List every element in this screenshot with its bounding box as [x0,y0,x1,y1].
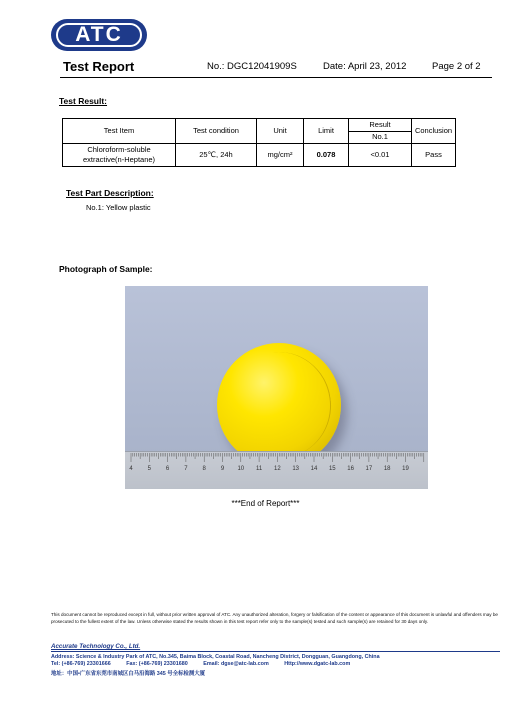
atc-logo [51,19,147,51]
page-indicator: Page 2 of 2 [432,61,481,72]
ruler-label: 14 [310,466,318,472]
table-header-row [63,119,456,132]
test-result-heading: Test Result: [59,96,108,106]
cell-conclusion: Pass [412,144,456,167]
cell-test-item [63,144,176,167]
ruler-label: 18 [383,466,391,472]
table-row [63,144,456,167]
test-result-table [62,118,456,167]
col-result-no1: No.1 [349,131,412,144]
atc-logo-text: ATC [56,23,142,47]
cell-limit: 0.078 [304,144,349,167]
col-result: Result [349,119,412,132]
footer-email: Email: dgse@atc-lab.com [203,661,269,667]
footer-address: Address: Science & Industry Park of ATC, No.345, Baima Block, Coastal Road, Nancheng District, Dongguan, Guangdong, China [51,654,380,660]
ruler [125,451,428,489]
end-of-report: ***End of Report*** [231,499,300,508]
sample-photograph [125,286,428,489]
report-date: Date: April 23, 2012 [323,61,407,72]
ruler-label: 7 [184,466,188,472]
header-divider [60,77,492,78]
ruler-label: 15 [328,466,336,472]
ruler-label: 5 [147,466,151,472]
footer-tel: Tel: (+86-769) 23301666 [51,661,111,667]
photograph-heading: Photograph of Sample: [59,264,153,274]
col-limit: Limit [304,119,349,144]
ruler-label: 11 [255,466,263,472]
col-test-item: Test Item [63,119,176,144]
cell-test-item-line1: Chloroform-soluble [87,145,151,154]
disclaimer-text: This document cannot be reproduced except in full, without prior written approval of ATC. Any unauthorized alteration, forgery or falsification of the content or appearance of this document is unlawful and offenders may be prosecuted to the fullest extent of the law. Unless otherwise stated the results shown in this test report refer only to the sample(s) tested and such sample(s) are retained for 30 days only. [51,612,498,624]
col-test-condition: Test condition [176,119,257,144]
report-title: Test Report [63,59,135,74]
ruler-label: 6 [165,466,170,472]
ruler-label: 9 [220,466,225,472]
cell-result: <0.01 [349,144,412,167]
cell-test-condition: 25℃, 24h [176,144,257,167]
footer-company: Accurate Technology Co., Ltd. [51,643,141,650]
cell-unit: mg/cm² [257,144,304,167]
footer-contacts [51,661,364,667]
col-conclusion: Conclusion [412,119,456,144]
col-unit: Unit [257,119,304,144]
ruler-label: 13 [292,466,300,472]
ruler-label: 10 [237,466,245,472]
ruler-graphic [125,452,428,489]
ruler-label: 4 [129,466,133,472]
ruler-label: 16 [347,466,354,472]
ruler-label: 17 [365,466,373,472]
test-part-heading: Test Part Description: [66,188,154,198]
cell-test-item-line2: extractive(n-Heptane) [82,155,156,164]
footer-fax: Fax: (+86-769) 23301680 [126,661,188,667]
footer-web: Http://www.dgatc-lab.com [284,661,351,667]
ruler-label: 19 [402,466,409,472]
footer-chinese-address: 地址：中国•广东省东莞市南城区白马沿海路 345 号全标检测大厦 [51,671,206,677]
report-number: No.: DGC12041909S [207,61,297,72]
footer-divider [51,651,500,652]
ruler-label: 12 [274,466,281,472]
part-description-item: No.1: Yellow plastic [86,203,151,212]
ruler-label: 8 [202,466,206,472]
